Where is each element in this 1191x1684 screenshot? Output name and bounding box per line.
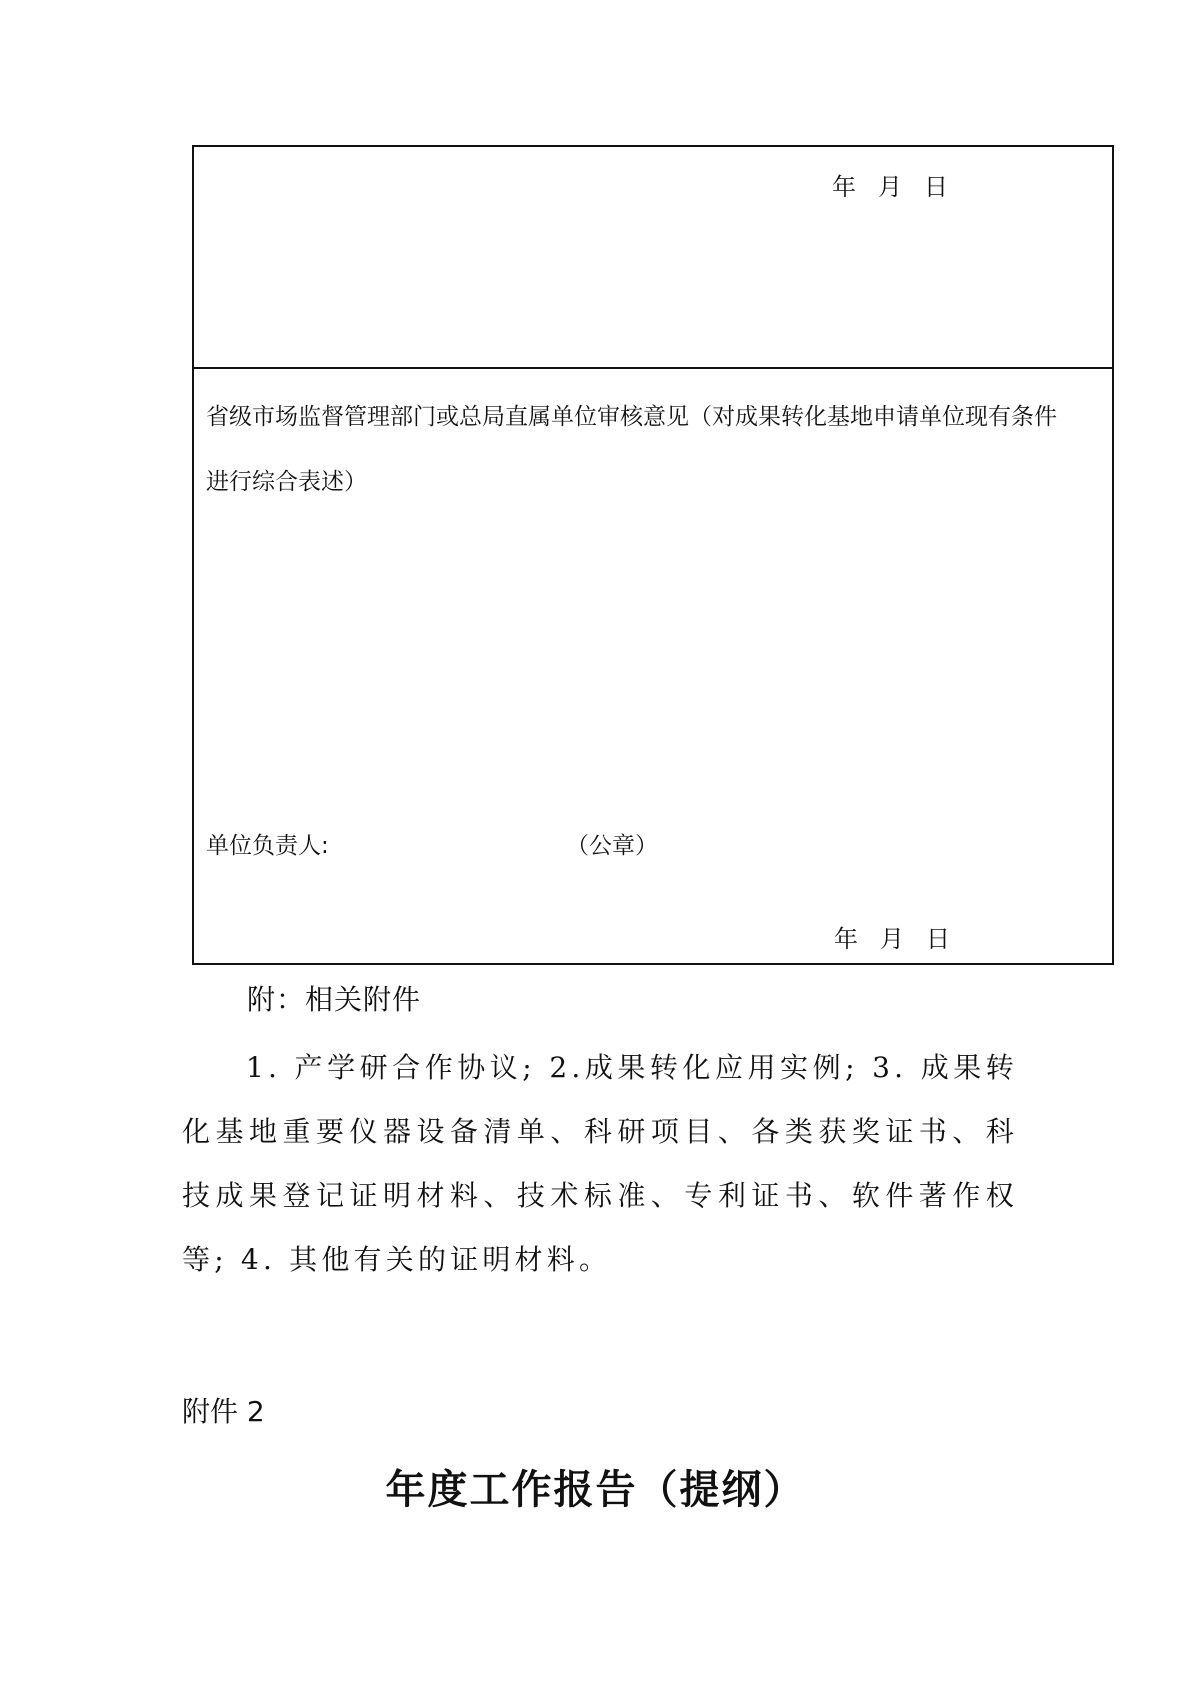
date-month: 月 xyxy=(880,925,904,953)
date-year: 年 xyxy=(832,173,856,201)
appendix-label: 附件 2 xyxy=(182,1395,265,1428)
report-title: 年度工作报告（提纲） xyxy=(385,1466,806,1513)
opinion-line-2: 进行综合表述） xyxy=(206,469,367,495)
date-year: 年 xyxy=(834,925,858,953)
review-opinion-prompt xyxy=(206,385,1106,515)
table-row-divider xyxy=(194,367,1112,369)
top-row-date xyxy=(832,167,948,202)
opinion-line-1: 省级市场监督管理部门或总局直属单位审核意见（对成果转化基地申请单位现有条件 xyxy=(206,404,1057,430)
date-month: 月 xyxy=(878,173,902,201)
date-day: 日 xyxy=(924,173,948,201)
review-row-date xyxy=(834,919,950,954)
signer-label: 单位负责人: xyxy=(206,833,329,859)
seal-label: （公章） xyxy=(566,833,658,859)
review-table xyxy=(192,145,1114,965)
attachments-list-paragraph: 1. 产学研合作协议; 2.成果转化应用实例; 3. 成果转化基地重要仪器设备清单、科研项目、各类获奖证书、科技成果登记证明材料、技术标准、专利证书、软件著作权等; 4. 其他有关的证明材料。 xyxy=(182,1051,1018,1276)
attachments-heading: 附：相关附件 xyxy=(247,983,422,1016)
date-day: 日 xyxy=(926,925,950,953)
